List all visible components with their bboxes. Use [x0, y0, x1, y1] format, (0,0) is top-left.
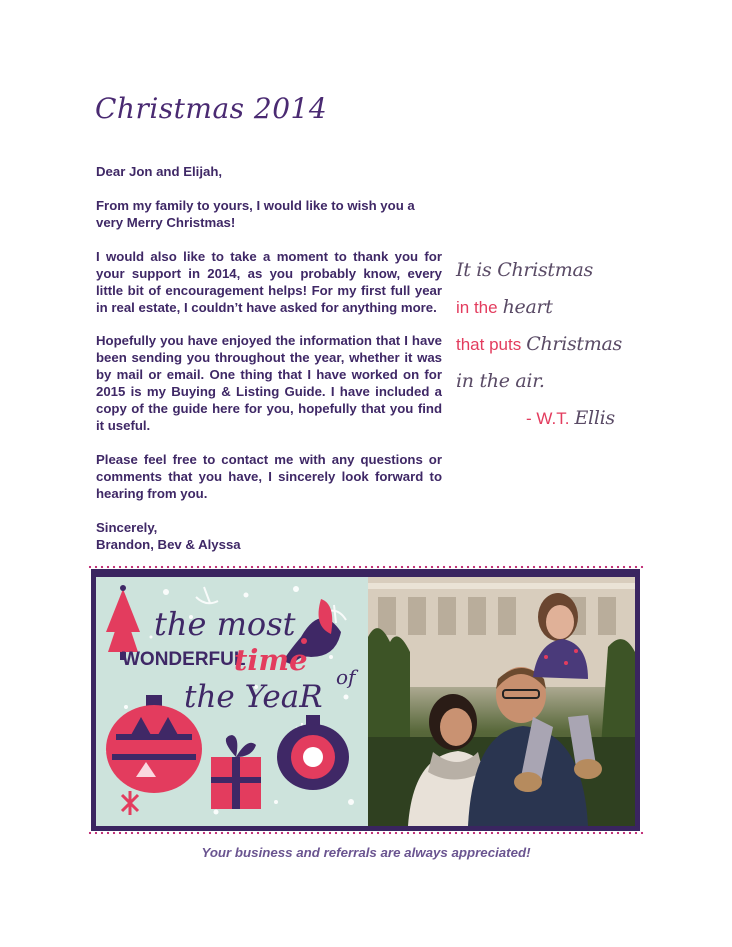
footer-caption: Your business and referrals are always appreciated! [201, 845, 531, 860]
signature: Brandon, Bev & Alyssa [96, 536, 241, 552]
quote-line-3-sans: that puts [456, 335, 522, 354]
banner-top-dots [87, 565, 644, 569]
paragraph-4: Please feel free to contact me with any questions or comments that you have, I sincerely look forward to hearing from you. [96, 452, 442, 502]
quote-line-4 [456, 366, 656, 403]
holiday-banner [91, 569, 640, 831]
letter-body [96, 163, 442, 553]
greeting: Dear Jon and Elijah, [96, 164, 223, 179]
letter-title: Christmas 2014 [95, 92, 328, 125]
art-line-2a: WONDERFUL [122, 649, 246, 670]
art-line-2c: of [336, 665, 356, 689]
paragraph-2: I would also like to take a moment to thank you for your support in 2014, as you probably know, every little bit of encouragement helps! For my first full year in real estate, I couldn’t have asked for anything more. [96, 248, 442, 315]
quote-attrib-sans: - W.T. [526, 409, 570, 428]
quote-line-4-script: in the air. [456, 370, 545, 392]
quote-line-2-sans: in the [456, 298, 498, 317]
banner-bottom-dots [87, 831, 644, 835]
christmas-quote [456, 255, 656, 440]
ornament-purple-icon [277, 715, 349, 790]
gift-icon [211, 735, 261, 809]
holiday-artwork [96, 577, 368, 826]
paragraph-3: Hopefully you have enjoyed the information that I have been sending you throughout the year, whether it was by mail or email. One thing that I have worked on for 2015 is my Buying & Listing Guide. I have included a copy of the guide here for you, hopefully that you find it useful. [96, 333, 442, 434]
quote-line-3 [456, 329, 656, 366]
art-line-3: the YeaR [184, 679, 323, 715]
quote-attrib-script: Ellis [574, 407, 615, 429]
art-line-2b: time [234, 643, 308, 677]
quote-line-2-script: heart [502, 296, 553, 318]
quote-attribution [456, 403, 656, 440]
quote-line-2 [456, 292, 656, 329]
closing: Sincerely, [96, 519, 158, 535]
quote-line-3-script: Christmas [526, 333, 622, 355]
quote-line-1-script: It is Christmas [456, 259, 593, 281]
family-photo-illustration [368, 577, 635, 826]
snowflake-icon [122, 791, 138, 815]
family-photo [368, 577, 635, 826]
quote-line-1 [456, 255, 656, 292]
art-line-1: the most [154, 605, 296, 643]
paragraph-1: From my family to yours, I would like to wish you a very Merry Christmas! [96, 197, 415, 230]
